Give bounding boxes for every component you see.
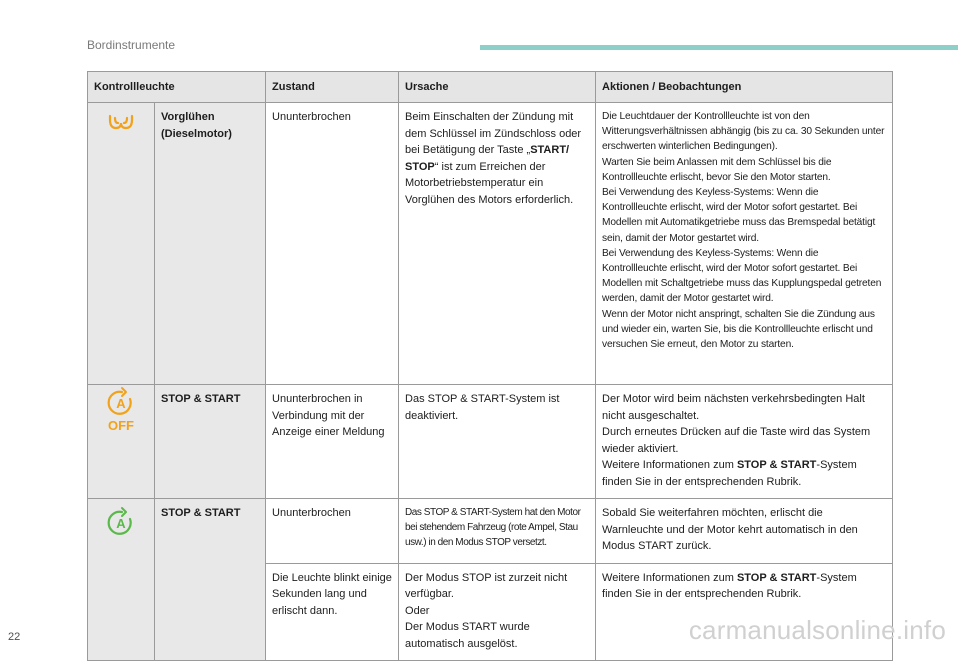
action-text: Weitere Informationen zum: [602, 459, 737, 471]
indicator-icon-cell: [88, 385, 155, 499]
watermark: carmanualsonline.info: [688, 615, 946, 645]
indicator-icon-cell: [88, 499, 155, 661]
stop-start-letter: A: [116, 516, 126, 531]
cause-text: Beim Einschalten der Zündung mit dem Schlüssel im Zündschloss oder bei Betätigung der Taste „: [405, 111, 582, 156]
column-header-cause: Ursache: [399, 72, 596, 103]
action-bold-text: STOP & START: [736, 571, 817, 584]
cause-bold-text: START/ STOP: [405, 144, 570, 173]
column-header-indicator: Kontrollleuchte: [88, 72, 266, 103]
cause-cell: Das STOP & START-System ist deaktiviert.: [399, 385, 596, 499]
column-header-actions: Aktionen / Beobachtungen: [596, 72, 893, 103]
action-cell: [596, 385, 893, 499]
column-header-state: Zustand: [266, 72, 399, 103]
action-cell: Sobald Sie weiterfahren möchten, erlischt die Warnleuchte und der Motor kehrt automatisch in den Modus START zurück.: [596, 499, 893, 564]
warning-lights-table: [87, 71, 893, 661]
action-cell: [596, 103, 893, 385]
action-line: Bei Verwendung des Keyless-Systems: Wenn die Kontrollleuchte erlischt, wird der Motor sofort gestartet. Bei Modellen mit Automatikgetriebe muss das Bremspedal betätigt sein, damit der Motor gestartet wird.: [602, 187, 876, 244]
table-header-row: [88, 72, 893, 103]
action-text-end: -System finden Sie in der entsprechenden Rubrik.: [602, 459, 857, 488]
action-bold-text: STOP & START: [736, 459, 817, 471]
stop-start-off-label: OFF: [108, 418, 134, 433]
table-row: [88, 499, 893, 564]
cause-cell: Das STOP & START-System hat den Motor bei stehendem Fahrzeug (rote Ampel, Stau usw.) in den Modus STOP versetzt.: [399, 499, 596, 564]
indicator-name: STOP & START: [155, 499, 266, 661]
stop-start-off-icon: [91, 385, 151, 435]
cause-cell: [399, 563, 596, 661]
indicator-icon-cell: [88, 103, 155, 385]
table-row: [88, 385, 893, 499]
cause-line: Oder: [405, 604, 430, 617]
table-row: [88, 103, 893, 385]
state-cell: Ununterbrochen: [266, 499, 399, 564]
action-text-end: -System finden Sie in der entsprechenden Rubrik.: [602, 571, 857, 600]
action-line: Bei Verwendung des Keyless-Systems: Wenn die Kontrollleuchte erlischt, wird der Motor sofort gestartet. Bei Modellen mit Schaltgetriebe muss das Kupplungspedal getreten werden, damit der Motor gestartet wird.: [602, 247, 882, 305]
action-line: Der Motor wird beim nächsten verkehrsbedingten Halt nicht ausgeschaltet.: [602, 393, 865, 422]
section-accent-bar: [480, 45, 958, 50]
action-line: Warten Sie beim Anlassen mit dem Schlüssel bis die Kontrollleuchte erlischt, bevor Sie den Motor starten.: [602, 156, 832, 183]
indicator-name: [155, 103, 266, 385]
stop-start-letter: A: [116, 396, 126, 411]
cause-line: Der Modus STOP ist zurzeit nicht verfügbar.: [405, 571, 568, 600]
action-line: Durch erneutes Drücken auf die Taste wird das System wieder aktiviert.: [602, 426, 871, 455]
indicator-name-line2: (Dieselmotor): [161, 127, 232, 140]
action-text: Weitere Informationen zum: [602, 571, 737, 584]
state-cell: Die Leuchte blinkt einige Sekunden lang und erlischt dann.: [266, 563, 399, 661]
section-title: Bordinstrumente: [87, 38, 176, 52]
state-cell: Ununterbrochen in Verbindung mit der Anzeige einer Meldung: [266, 385, 399, 499]
cause-text-end: “ ist zum Erreichen der Motorbetriebstemperatur ein Vorglühen des Motors erforderlich.: [405, 160, 574, 206]
state-cell: Ununterbrochen: [266, 103, 399, 385]
action-line: [602, 457, 886, 490]
glow-plug-icon: [91, 103, 151, 143]
page-number: 22: [8, 631, 21, 643]
stop-start-active-icon: [91, 499, 151, 539]
action-line: Die Leuchtdauer der Kontrollleuchte ist von den Witterungsverhältnissen abhängig (bis zu ca. 30 Sekunden unter erschwerten winterlichen Bedingungen).: [602, 111, 885, 153]
cause-line: Der Modus START wurde automatisch ausgelöst.: [405, 621, 530, 650]
indicator-name: STOP & START: [155, 385, 266, 499]
indicator-name-line1: Vorglühen: [161, 111, 215, 123]
cause-cell: [399, 103, 596, 385]
action-line: Wenn der Motor nicht anspringt, schalten Sie die Zündung aus und wieder ein, warten Sie, bis die Kontrollleuchte erlischt und versuchen Sie erneut, den Motor zu starten.: [602, 308, 875, 351]
